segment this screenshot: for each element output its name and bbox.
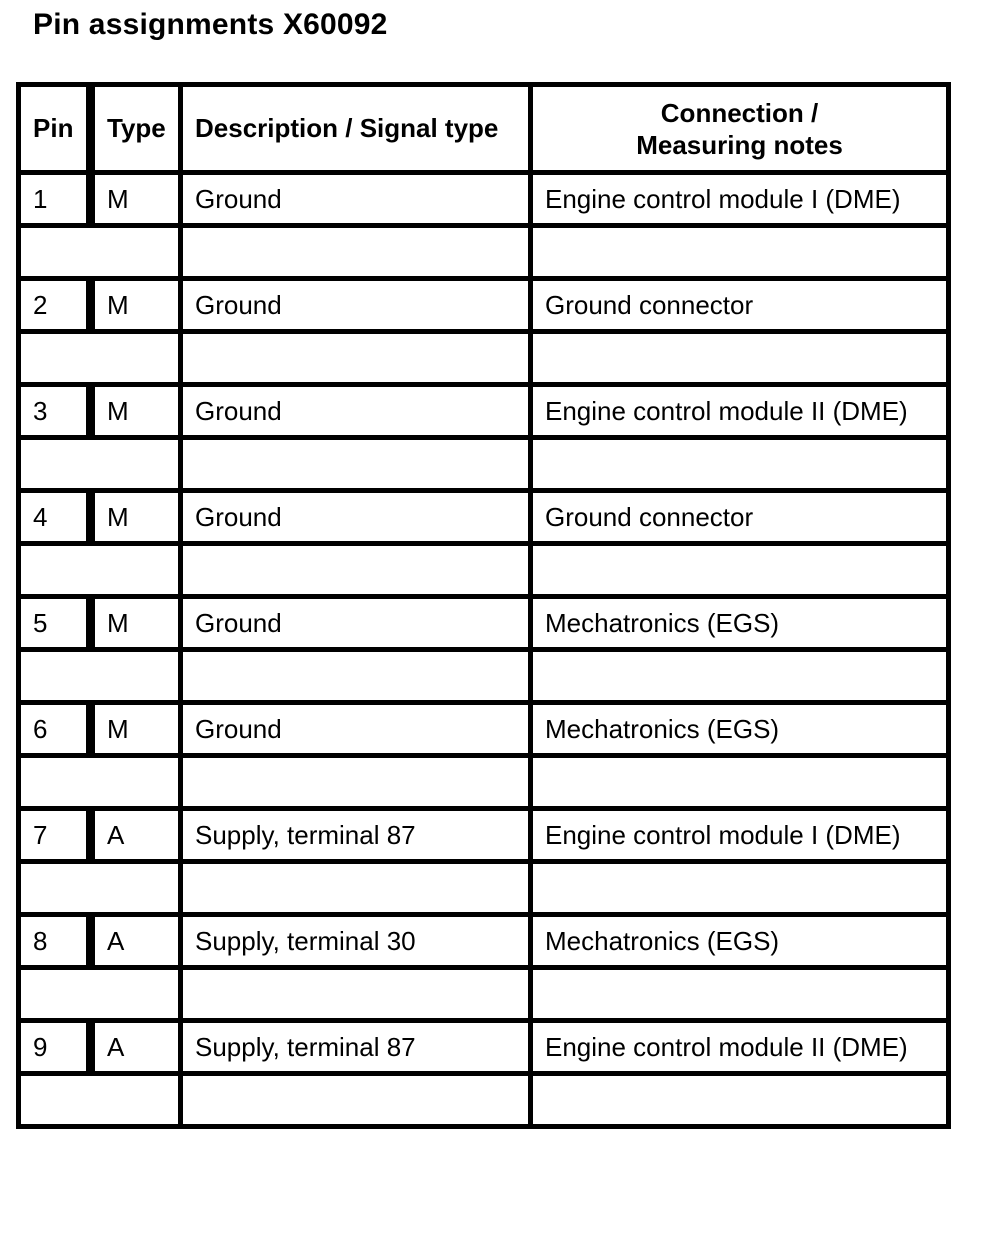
table-row — [19, 597, 949, 650]
table-row — [19, 385, 949, 438]
table-header-row — [19, 85, 949, 173]
pin-cell: 6 — [19, 703, 91, 756]
table-row — [19, 915, 949, 968]
blank-cell — [181, 226, 531, 279]
header-pin: Pin — [19, 85, 91, 173]
pin-cell: 3 — [19, 385, 91, 438]
description-cell: Supply, terminal 30 — [181, 915, 531, 968]
blank-row — [19, 968, 949, 1021]
blank-cell — [531, 650, 949, 703]
type-cell: M — [91, 491, 181, 544]
blank-cell — [19, 226, 181, 279]
header-connection — [531, 85, 949, 173]
connection-cell: Engine control module II (DME) — [531, 1021, 949, 1074]
blank-cell — [181, 968, 531, 1021]
connection-cell: Engine control module II (DME) — [531, 385, 949, 438]
table-row — [19, 491, 949, 544]
blank-row — [19, 756, 949, 809]
description-cell: Supply, terminal 87 — [181, 1021, 531, 1074]
type-cell: A — [91, 809, 181, 862]
pin-cell: 5 — [19, 597, 91, 650]
type-cell: A — [91, 915, 181, 968]
description-cell: Ground — [181, 173, 531, 226]
blank-row — [19, 1074, 949, 1127]
blank-row — [19, 226, 949, 279]
blank-row — [19, 544, 949, 597]
table-row — [19, 173, 949, 226]
blank-cell — [19, 968, 181, 1021]
description-cell: Ground — [181, 597, 531, 650]
pin-cell: 9 — [19, 1021, 91, 1074]
table-body — [19, 173, 949, 1127]
blank-cell — [19, 756, 181, 809]
connection-cell: Mechatronics (EGS) — [531, 597, 949, 650]
connection-cell: Engine control module I (DME) — [531, 809, 949, 862]
blank-cell — [19, 438, 181, 491]
connection-cell: Engine control module I (DME) — [531, 173, 949, 226]
blank-cell — [181, 862, 531, 915]
table-row — [19, 279, 949, 332]
blank-cell — [181, 650, 531, 703]
pin-cell: 2 — [19, 279, 91, 332]
blank-row — [19, 862, 949, 915]
connection-cell: Mechatronics (EGS) — [531, 915, 949, 968]
blank-row — [19, 650, 949, 703]
pin-assignment-table — [16, 82, 951, 1129]
header-description: Description / Signal type — [181, 85, 531, 173]
header-connection-line1: Connection / — [660, 97, 819, 128]
description-cell: Ground — [181, 279, 531, 332]
pin-cell: 1 — [19, 173, 91, 226]
type-cell: M — [91, 279, 181, 332]
connection-cell: Mechatronics (EGS) — [531, 703, 949, 756]
description-cell: Supply, terminal 87 — [181, 809, 531, 862]
connection-cell: Ground connector — [531, 279, 949, 332]
type-cell: M — [91, 173, 181, 226]
pin-cell: 7 — [19, 809, 91, 862]
blank-cell — [531, 968, 949, 1021]
description-cell: Ground — [181, 703, 531, 756]
blank-cell — [181, 544, 531, 597]
blank-cell — [531, 1074, 949, 1127]
blank-cell — [531, 332, 949, 385]
table-row — [19, 809, 949, 862]
blank-cell — [531, 544, 949, 597]
blank-cell — [531, 862, 949, 915]
header-type: Type — [91, 85, 181, 173]
type-cell: A — [91, 1021, 181, 1074]
blank-cell — [19, 862, 181, 915]
description-cell: Ground — [181, 491, 531, 544]
blank-cell — [531, 756, 949, 809]
blank-cell — [19, 1074, 181, 1127]
blank-cell — [19, 332, 181, 385]
blank-cell — [181, 438, 531, 491]
table-row — [19, 703, 949, 756]
type-cell: M — [91, 703, 181, 756]
pin-cell: 8 — [19, 915, 91, 968]
blank-row — [19, 332, 949, 385]
blank-cell — [19, 544, 181, 597]
blank-cell — [181, 756, 531, 809]
connection-cell: Ground connector — [531, 491, 949, 544]
page-title: Pin assignments X60092 — [33, 8, 388, 41]
blank-cell — [19, 650, 181, 703]
pin-cell: 4 — [19, 491, 91, 544]
blank-cell — [531, 226, 949, 279]
blank-cell — [531, 438, 949, 491]
type-cell: M — [91, 385, 181, 438]
header-connection-line2: Measuring notes — [636, 129, 843, 160]
blank-cell — [181, 332, 531, 385]
blank-cell — [181, 1074, 531, 1127]
blank-row — [19, 438, 949, 491]
description-cell: Ground — [181, 385, 531, 438]
table-row — [19, 1021, 949, 1074]
type-cell: M — [91, 597, 181, 650]
